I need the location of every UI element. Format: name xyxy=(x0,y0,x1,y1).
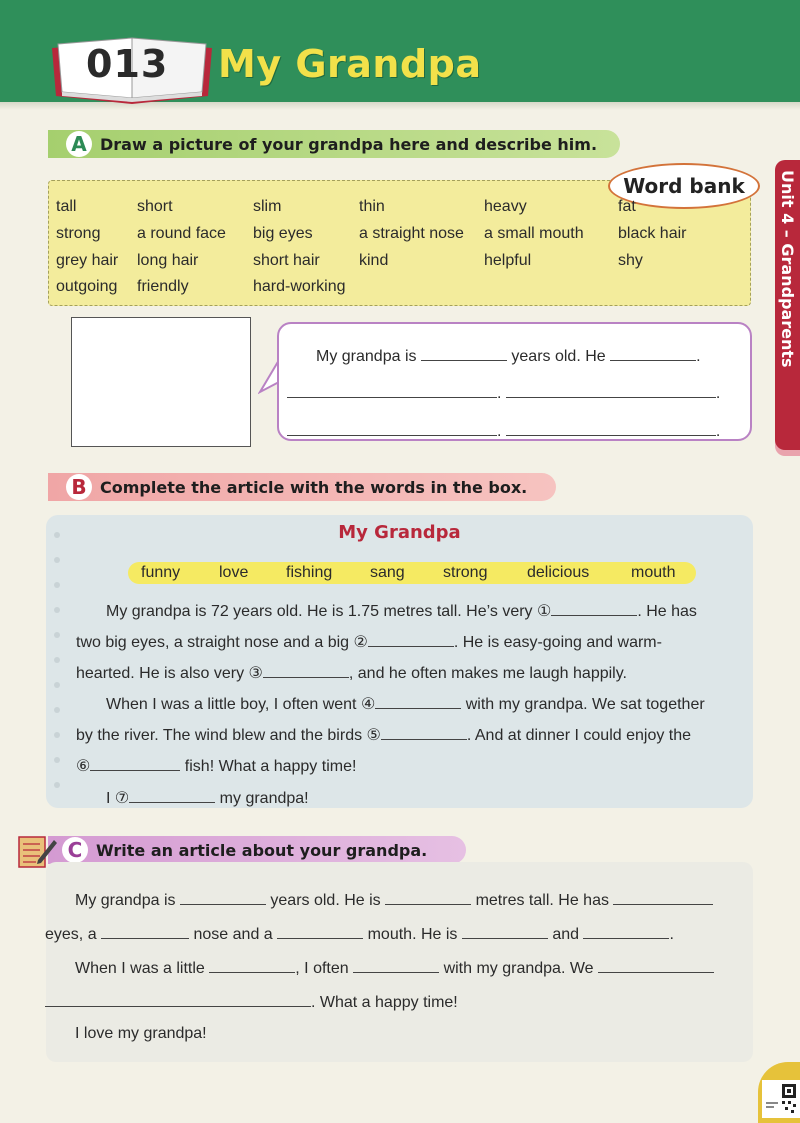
blank-line[interactable] xyxy=(287,420,497,436)
bubble-line-3: . . xyxy=(287,420,720,441)
section-c-letter: C xyxy=(62,837,88,863)
article-title: My Grandpa xyxy=(338,522,461,543)
blank-line[interactable] xyxy=(101,923,189,939)
writing-text: . What a happy time! xyxy=(311,994,458,1011)
article-text: , and he often makes me laugh happily. xyxy=(348,665,627,682)
article-text: two big eyes, a straight nose and a big ② xyxy=(76,634,368,651)
article-line-3 xyxy=(76,662,627,683)
writing-text: . xyxy=(669,926,674,943)
word-bank-item: big eyes xyxy=(253,225,313,242)
blank-line[interactable] xyxy=(385,889,471,905)
word-bank-item: fat xyxy=(618,198,636,215)
word-bank-item: helpful xyxy=(484,252,532,269)
box-word: funny xyxy=(141,564,181,581)
writing-text: When I was a little xyxy=(75,960,205,977)
word-bank-item: long hair xyxy=(137,252,199,269)
blank-3[interactable] xyxy=(263,662,349,678)
blank-line[interactable] xyxy=(583,923,669,939)
section-a-letter: A xyxy=(66,131,92,157)
word-bank-item: grey hair xyxy=(56,252,119,269)
article-text: my grandpa! xyxy=(215,790,309,807)
box-word: love xyxy=(219,564,249,581)
bubble-line-2: . . xyxy=(287,382,720,403)
blank-line[interactable] xyxy=(506,382,716,398)
writing-line-5: I love my grandpa! xyxy=(75,1025,207,1042)
blank-7[interactable] xyxy=(129,787,215,803)
word-bank-item: slim xyxy=(253,198,282,215)
article-text: ⑥ xyxy=(76,758,91,775)
article-line-5 xyxy=(76,724,691,745)
article-text: . He has xyxy=(637,603,697,620)
article-text: My grandpa is 72 years old. He is 1.75 metres tall. He’s very ① xyxy=(106,603,552,620)
box-word: delicious xyxy=(527,564,590,581)
unit-side-tab xyxy=(775,160,800,450)
bubble-text: My grandpa is xyxy=(316,348,417,365)
qr-code-icon xyxy=(762,1080,800,1118)
page-title: My Grandpa xyxy=(218,42,482,86)
blank-line[interactable] xyxy=(353,957,439,973)
blank-line[interactable] xyxy=(506,420,716,436)
article-line-7 xyxy=(106,787,309,808)
article-text: . And at dinner I could enjoy the xyxy=(466,727,692,744)
drawing-area[interactable] xyxy=(71,317,251,447)
writing-text: eyes, a xyxy=(45,926,97,943)
blank-4[interactable] xyxy=(375,693,461,709)
article-text: with my grandpa. We sat together xyxy=(461,696,705,713)
word-bank-label: Word bank xyxy=(608,163,760,209)
writing-text: My grandpa is xyxy=(75,892,176,909)
word-bank-item: a small mouth xyxy=(484,225,584,242)
word-box xyxy=(128,562,696,584)
section-a-instruction: Draw a picture of your grandpa here and describe him. xyxy=(100,134,598,154)
section-c-instruction: Write an article about your grandpa. xyxy=(96,840,428,860)
bubble-line-1: My grandpa is years old. He . xyxy=(316,345,701,366)
writing-line-1 xyxy=(75,889,713,910)
box-word: mouth xyxy=(631,564,676,581)
blank-line[interactable] xyxy=(277,923,363,939)
blank-line[interactable] xyxy=(598,957,714,973)
writing-text: years old. He is xyxy=(270,892,381,909)
blank-1[interactable] xyxy=(551,600,637,616)
blank-5[interactable] xyxy=(381,724,467,740)
word-bank-item: thin xyxy=(359,198,385,215)
word-bank-item: heavy xyxy=(484,198,527,215)
article-line-4 xyxy=(106,693,705,714)
section-c-header xyxy=(48,836,466,864)
blank-6[interactable] xyxy=(90,755,180,771)
word-bank-item: shy xyxy=(618,252,643,269)
article-text: by the river. The wind blew and the birds ⑤ xyxy=(76,727,381,744)
section-a-header xyxy=(48,130,620,158)
word-bank-item: a straight nose xyxy=(359,225,464,242)
writing-line-2 xyxy=(45,923,674,944)
word-bank-item: short xyxy=(137,198,173,215)
blank-line[interactable] xyxy=(462,923,548,939)
unit-side-tab-label: Unit 4 – Grandparents xyxy=(778,170,797,368)
word-bank-item: black hair xyxy=(618,225,687,242)
article-text: fish! What a happy time! xyxy=(180,758,357,775)
blank-line[interactable] xyxy=(209,957,295,973)
article-line-2 xyxy=(76,631,662,652)
writing-text: mouth. He is xyxy=(367,926,458,943)
article-text: When I was a little boy, I often went ④ xyxy=(106,696,376,713)
blank-2[interactable] xyxy=(368,631,454,647)
blank-line[interactable] xyxy=(613,889,713,905)
box-word: sang xyxy=(370,564,405,581)
article-text: I ⑦ xyxy=(106,790,130,807)
word-bank-item: a round face xyxy=(137,225,226,242)
word-bank-item: short hair xyxy=(253,252,320,269)
box-word: strong xyxy=(443,564,488,581)
article-text: . He is easy-going and warm- xyxy=(453,634,662,651)
word-bank-item: friendly xyxy=(137,278,189,295)
writing-line-3 xyxy=(75,957,714,978)
blank-line[interactable] xyxy=(421,345,507,361)
writing-text: with my grandpa. We xyxy=(443,960,594,977)
word-bank-item: hard-working xyxy=(253,278,346,295)
bubble-text: years old. He xyxy=(511,348,606,365)
writing-text: and xyxy=(552,926,580,943)
section-b-instruction: Complete the article with the words in the box. xyxy=(100,477,528,497)
article-line-1 xyxy=(106,600,697,621)
article-line-6 xyxy=(76,755,356,776)
blank-line[interactable] xyxy=(610,345,696,361)
notebook-holes xyxy=(52,525,62,795)
blank-line[interactable] xyxy=(180,889,266,905)
blank-line[interactable] xyxy=(287,382,497,398)
lesson-number: 013 xyxy=(86,42,169,86)
word-bank-item: tall xyxy=(56,198,77,215)
section-b-letter: B xyxy=(66,474,92,500)
writing-text: nose and a xyxy=(193,926,273,943)
article-text: hearted. He is also very ③ xyxy=(76,665,263,682)
word-bank-item: kind xyxy=(359,252,389,269)
section-b-header xyxy=(48,473,556,501)
word-bank-item: strong xyxy=(56,225,101,242)
writing-line-4 xyxy=(45,991,458,1012)
writing-text: , I often xyxy=(295,960,349,977)
box-word: fishing xyxy=(286,564,333,581)
blank-line[interactable] xyxy=(45,991,311,1007)
writing-text: metres tall. He has xyxy=(475,892,609,909)
word-bank-item: outgoing xyxy=(56,278,118,295)
